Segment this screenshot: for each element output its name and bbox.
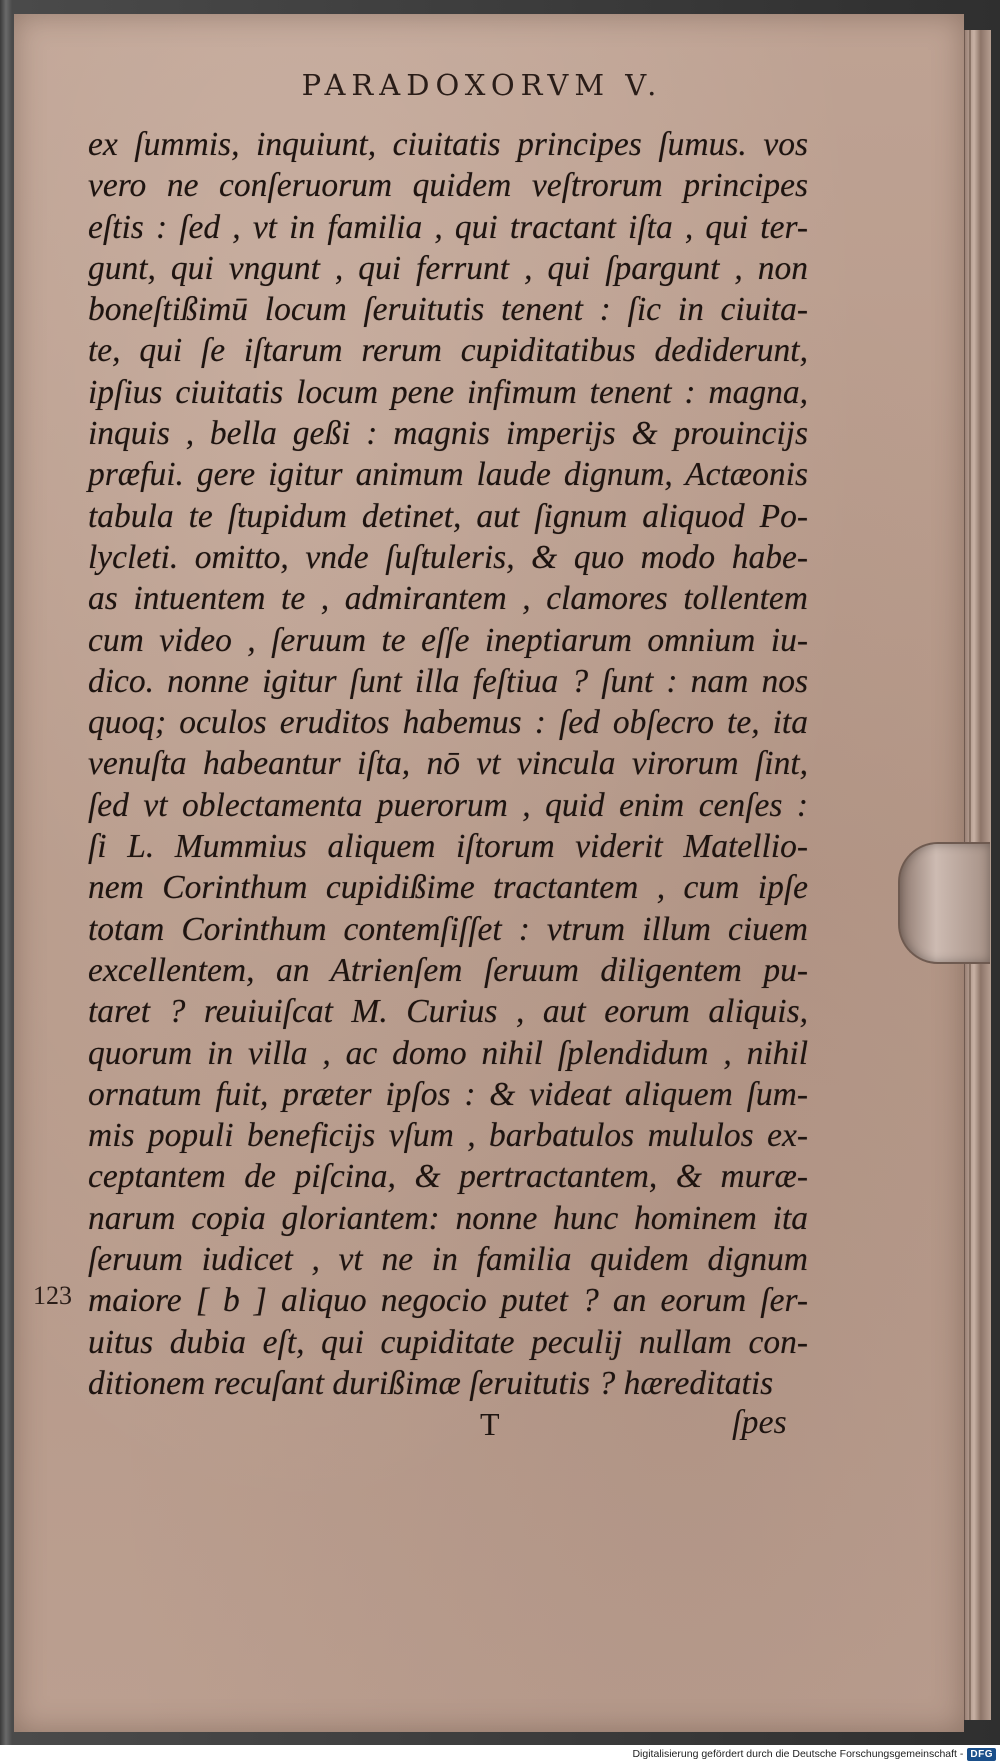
signature-mark: T	[480, 1406, 500, 1442]
text-line: narum copia gloriantem: nonne hunc hominem ita	[88, 1199, 808, 1237]
text-block	[88, 124, 808, 1404]
text-line: maiore [ b ] aliquo negocio putet ? an eorum ſer-	[88, 1282, 808, 1320]
text-line: eſtis : ſed , vt in familia , qui tractant iſta , qui ter-	[88, 208, 808, 246]
text-line: boneſtißimū locum ſeruitutis tenent : ſic in ciuita-	[88, 291, 808, 329]
text-line: quorum in villa , ac domo nihil ſplendidum , nihil	[88, 1034, 808, 1072]
text-line: præfui. gere igitur animum laude dignum, Actæonis	[88, 456, 808, 494]
catchword: ſpes	[732, 1404, 787, 1441]
text-line: mis populi beneficijs vſum , barbatulos mululos ex-	[88, 1117, 808, 1155]
text-line: ex ſummis, inquiunt, ciuitatis principes ſumus. vos	[88, 126, 808, 163]
text-line: as intuentem te , admirantem , clamores tollentem	[88, 580, 808, 618]
text-line: ſi L. Mummius aliquem iſtorum viderit Matellio-	[88, 828, 808, 866]
text-line: gunt, qui vngunt , qui ferrunt , qui ſpargunt , non	[88, 249, 808, 287]
text-line: excellentem, an Atrienſem ſeruum diligentem pu-	[88, 951, 808, 989]
text-line: cum video , ſeruum te eſſe ineptiarum omnium iu-	[88, 621, 808, 659]
text-line: vero ne conſeruorum quidem veſtrorum principes	[88, 167, 808, 205]
text-line: ſeruum iudicet , vt ne in familia quidem dignum	[88, 1241, 808, 1279]
text-line: ornatum fuit, præter ipſos : & videat aliquem ſum-	[88, 1075, 808, 1113]
text-line: lycleti. omitto, vnde ſuſtuleris, & quo modo habe-	[88, 538, 808, 576]
text-line: uitus dubia eſt, qui cupiditate peculij nullam con-	[88, 1323, 808, 1361]
text-line: quoq; oculos eruditos habemus : ſed obſecro te, ita	[88, 704, 808, 742]
text-line: ceptantem de piſcina, & pertractantem, & muræ-	[88, 1158, 808, 1196]
text-line: ipſius ciuitatis locum pene infimum tenent : magna,	[88, 373, 808, 411]
text-line: ditionem recuſant durißimæ ſeruitutis ? hæreditatis	[88, 1364, 774, 1402]
text-line: nem Corinthum cupidißime tractantem , cum ipſe	[88, 869, 808, 907]
book-clasp	[898, 842, 990, 964]
text-line: inquis , bella geßi : magnis imperijs & prouincijs	[88, 415, 808, 453]
text-line: taret ? reuiuiſcat M. Curius , aut eorum aliquis,	[88, 993, 808, 1031]
text-line: venuſta habeantur iſta, nō vt vincula virorum ſint,	[88, 745, 808, 783]
footer-credit-text: Digitalisierung gefördert durch die Deutsche Forschungsgemeinschaft -	[632, 1748, 964, 1760]
text-line: dico. nonne igitur ſunt illa feſtiua ? ſunt : nam nos	[88, 662, 808, 700]
text-line: tabula te ſtupidum detinet, aut ſignum aliquod Po-	[88, 497, 808, 535]
margin-line-number: 123	[33, 1281, 72, 1310]
text-line: ſed vt oblectamenta puerorum , quid enim cenſes :	[88, 786, 808, 824]
text-line: totam Corinthum contemſiſſet : vtrum illum ciuem	[88, 910, 808, 948]
running-head: PARADOXORVM V.	[301, 68, 663, 102]
footer-credit	[632, 1745, 996, 1763]
text-line: te, qui ſe iſtarum rerum cupiditatibus dediderunt,	[88, 332, 808, 370]
dfg-logo: DFG	[967, 1748, 996, 1761]
